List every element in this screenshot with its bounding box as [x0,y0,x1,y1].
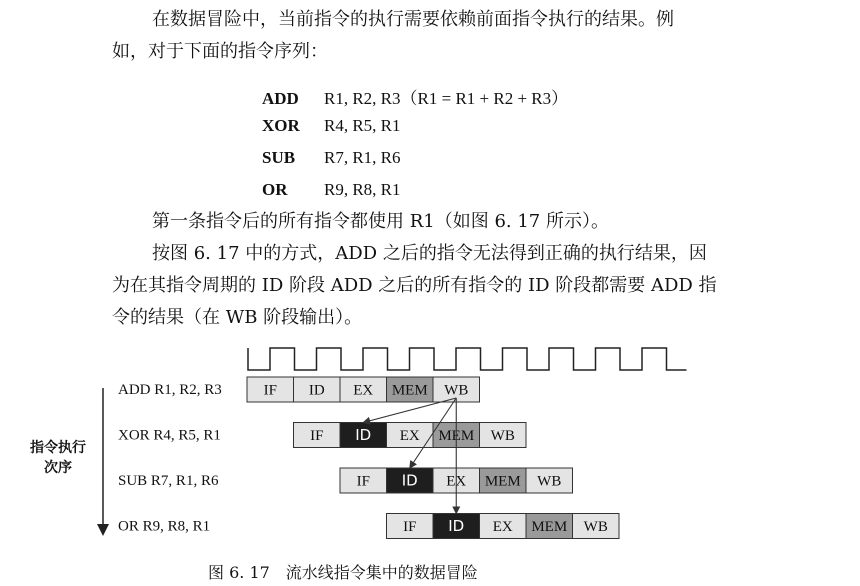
stage-label-id: ID [308,382,325,399]
stage-label-id: ID [401,471,418,490]
stage-label-if: IF [263,382,277,399]
stage-label-mem: MEM [391,382,428,399]
instruction-label: XOR R4, R5, R1 [118,427,221,444]
instruction-label: OR R9, R8, R1 [118,518,211,535]
pipeline-row [118,423,526,448]
stage-label-mem: MEM [531,519,568,535]
code-opcode: SUB [262,148,296,167]
code-opcode: XOR [262,116,300,135]
order-axis-arrowhead [97,524,109,536]
paragraph-line-2: 如，对于下面的指令序列： [112,41,328,62]
figure-caption: 图 6. 17 流水线指令集中的数据冒险 [208,563,478,582]
stage-label-mem: MEM [438,428,475,444]
pipeline-row [118,514,619,539]
pipeline-rows [118,377,619,539]
paragraph-line-5: 为在其指令周期的 ID 阶段 ADD 之后的所有指令的 ID 阶段都需要 ADD 指 [112,275,717,296]
order-axis-label-line-2: 次序 [44,460,72,476]
hazard-arrows [363,398,456,514]
stage-label-wb: WB [490,428,515,444]
code-operands: R7, R1, R6 [324,148,401,167]
stage-label-if: IF [403,519,417,535]
instruction-label: ADD R1, R2, R3 [118,382,222,398]
stage-label-ex: EX [446,473,467,490]
stage-label-mem: MEM [484,473,521,490]
order-axis-label-line-1: 指令执行 [30,440,86,456]
pipeline-row [118,377,480,402]
paragraph-line-3: 第一条指令后的所有指令都使用 R1（如图 6. 17 所示）。 [152,211,609,232]
code-operands: R4, R5, R1 [324,116,401,135]
code-operands: R1, R2, R3（R1 = R1 + R2 + R3） [324,89,569,108]
clock-waveform [248,348,687,370]
stage-label-ex: EX [353,382,374,399]
paragraph-line-1: 在数据冒险中，当前指令的执行需要依赖前面指令执行的结果。例 [152,9,674,30]
stage-label-ex: EX [492,519,513,535]
stage-label-if: IF [356,473,370,490]
stage-label-wb: WB [537,473,562,490]
stage-label-wb: WB [583,519,608,535]
code-opcode: ADD [262,89,299,108]
pipeline-row [118,468,573,493]
stage-label-id: ID [355,426,372,444]
stage-label-if: IF [310,428,324,444]
paragraph-line-6: 令的结果（在 WB 阶段输出）。 [112,307,363,328]
paragraph-line-4: 按图 6. 17 中的方式，ADD 之后的指令无法得到正确的执行结果，因 [152,243,707,264]
instruction-label: SUB R7, R1, R6 [118,473,219,489]
stage-label-ex: EX [399,428,420,444]
stage-label-id: ID [448,517,465,535]
code-opcode: OR [262,180,288,199]
stage-label-wb: WB [444,382,469,399]
code-operands: R9, R8, R1 [324,180,401,199]
